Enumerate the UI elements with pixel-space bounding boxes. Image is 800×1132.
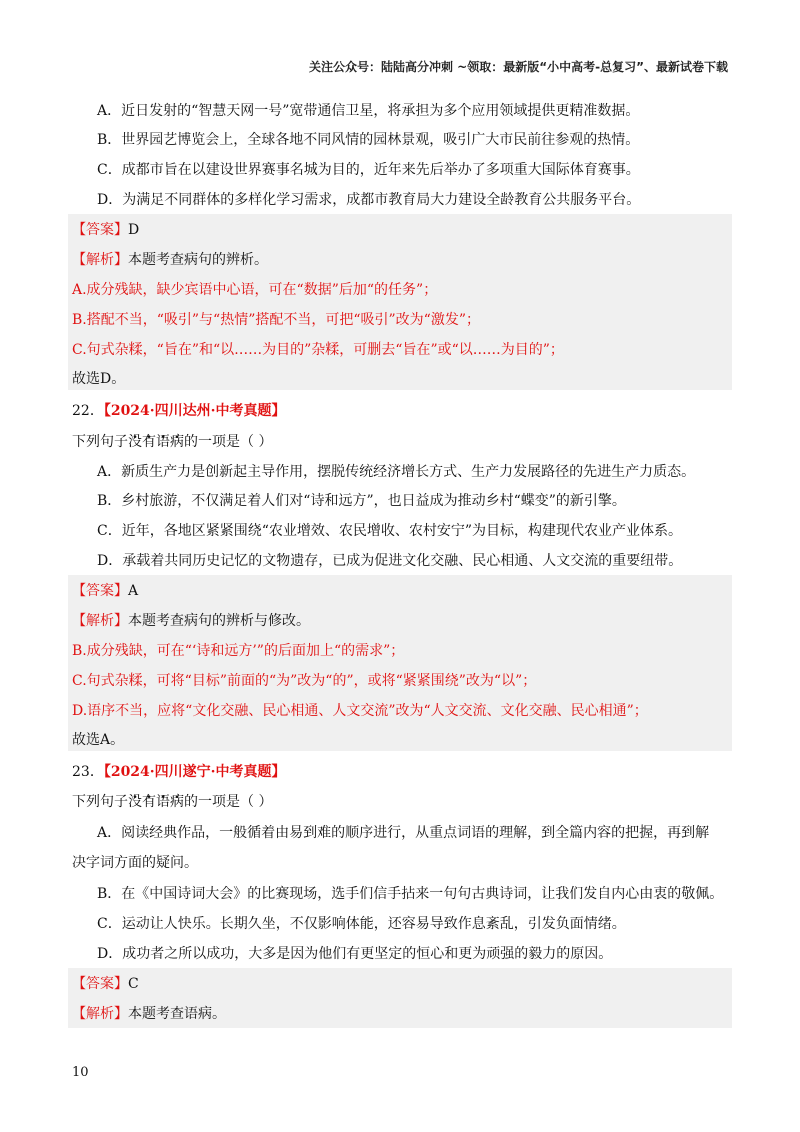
q21-option-a: A．近日发射的“智慧天网一号”宽带通信卫星，将承担为多个应用领域提供更精准数据。	[97, 103, 640, 119]
q22-conclusion: 故选A。	[72, 732, 125, 748]
q21-analysis-c: C.句式杂糅，“旨在”和“以……为目的”杂糅，可删去“旨在”或“以……为目的”；	[72, 342, 564, 358]
answer-value: C	[128, 976, 139, 992]
analysis-intro: 本题考查语病。	[128, 1006, 226, 1022]
analysis-intro: 本题考查病句的辨析。	[128, 252, 268, 268]
analysis-intro: 本题考查病句的辨析与修改。	[128, 613, 310, 629]
q22-option-b: B．乡村旅游，不仅满足着人们对“诗和远方”，也日益成为推动乡村“蝶变”的新引擎。	[97, 493, 626, 509]
emph-char: 没	[128, 794, 142, 810]
stem-pre: 下列句子	[72, 794, 128, 810]
q21-conclusion: 故选D。	[72, 371, 126, 387]
q22-stem	[72, 432, 728, 452]
q23-analysis	[72, 1004, 728, 1024]
q23-option-a: A．阅读经典作品，一般循着由易到难的顺序进行，从重点词语的理解，到全篇内容的把握，再到解	[97, 825, 710, 841]
q22-option-c: C．近年，各地区紧紧围绕“农业增效、农民增收、农村安宁”为目标，构建现代农业产业体系。	[97, 523, 683, 539]
q22-analysis-c: C.句式杂糅，可将“目标”前面的“为”改为“的”，或将“紧紧围绕”改为“以”；	[72, 673, 537, 689]
q23-option-b: B．在《中国诗词大会》的比赛现场，选手们信手拈来一句句古典诗词，让我们发自内心由衷的敬佩。	[97, 886, 724, 902]
analysis-label: 【解析】	[72, 613, 128, 629]
q21-option-b: B．世界园艺博览会上，全球各地不同风情的园林景观，吸引广大市民前往参观的热情。	[97, 132, 640, 148]
answer-value: D	[128, 222, 140, 238]
q23-option-c: C．运动让人快乐。长期久坐，不仅影响体能，还容易导致作息紊乱，引发负面情绪。	[97, 916, 626, 932]
answer-label: 【答案】	[72, 222, 128, 238]
q21-analysis	[72, 250, 728, 270]
emph-char: 没	[128, 434, 142, 450]
q23-answer	[72, 974, 728, 994]
question-number: 22．	[72, 403, 104, 419]
stem-post: 的一项是（ ）	[184, 434, 273, 450]
answer-value: A	[128, 583, 139, 599]
q21-answer	[72, 220, 728, 240]
emph-char: 有	[142, 794, 156, 810]
q22-option-d: D．承载着共同历史记忆的文物遗存，已成为促进文化交融、民心相通、人文交流的重要纽带。	[97, 553, 683, 569]
stem-pre: 下列句子	[72, 434, 128, 450]
q22-title	[72, 401, 728, 421]
q21-option-d: D．为满足不同群体的多样化学习需求，成都市教育局大力建设全龄教育公共服务平台。	[97, 192, 641, 208]
q22-analysis-d: D.语序不当，应将“文化交融、民心相通、人文交流”改为“人文交流、文化交融、民心相通”；	[72, 703, 648, 719]
q22-analysis	[72, 611, 728, 631]
question-source: 【2024·四川达州·中考真题】	[103, 403, 286, 419]
answer-label: 【答案】	[72, 583, 128, 599]
page-number: 10	[72, 1065, 89, 1080]
q21-option-c: C．成都市旨在以建设世界赛事名城为目的，近年来先后举办了多项重大国际体育赛事。	[97, 162, 640, 178]
emph-char: 病	[170, 434, 184, 450]
q22-answer-block	[68, 575, 732, 751]
q21-analysis-a: A.成分残缺，缺少宾语中心语，可在“数据”后加“的任务”；	[72, 282, 438, 298]
q23-stem	[72, 792, 728, 812]
question-source: 【2024·四川遂宁·中考真题】	[103, 764, 286, 780]
q23-option-d: D．成功者之所以成功，大多是因为他们有更坚定的恒心和更为顽强的毅力的原因。	[97, 946, 613, 962]
emph-char: 病	[170, 794, 184, 810]
stem-post: 的一项是（ ）	[184, 794, 273, 810]
q23-option-a-cont: 决字词方面的疑问。	[72, 855, 198, 871]
emph-char: 语	[156, 434, 170, 450]
page-header: 关注公众号：陆陆高分冲刺 ~领取：最新版“小中高考-总复习”、最新试卷下载	[309, 60, 728, 74]
q22-analysis-b: B.成分残缺，可在“‘诗和远方’”的后面加上“的需求”；	[72, 643, 405, 659]
emph-char: 有	[142, 434, 156, 450]
answer-label: 【答案】	[72, 976, 128, 992]
emph-char: 语	[156, 794, 170, 810]
q22-option-a: A．新质生产力是创新起主导作用，摆脱传统经济增长方式、生产力发展路径的先进生产力质态。	[97, 464, 696, 480]
q21-answer-block	[68, 214, 732, 390]
q21-analysis-b: B.搭配不当，“吸引”与“热情”搭配不当，可把“吸引”改为“激发”；	[72, 312, 480, 328]
question-number: 23．	[72, 764, 104, 780]
q22-answer	[72, 581, 728, 601]
q23-title	[72, 762, 728, 782]
analysis-label: 【解析】	[72, 252, 128, 268]
analysis-label: 【解析】	[72, 1006, 128, 1022]
